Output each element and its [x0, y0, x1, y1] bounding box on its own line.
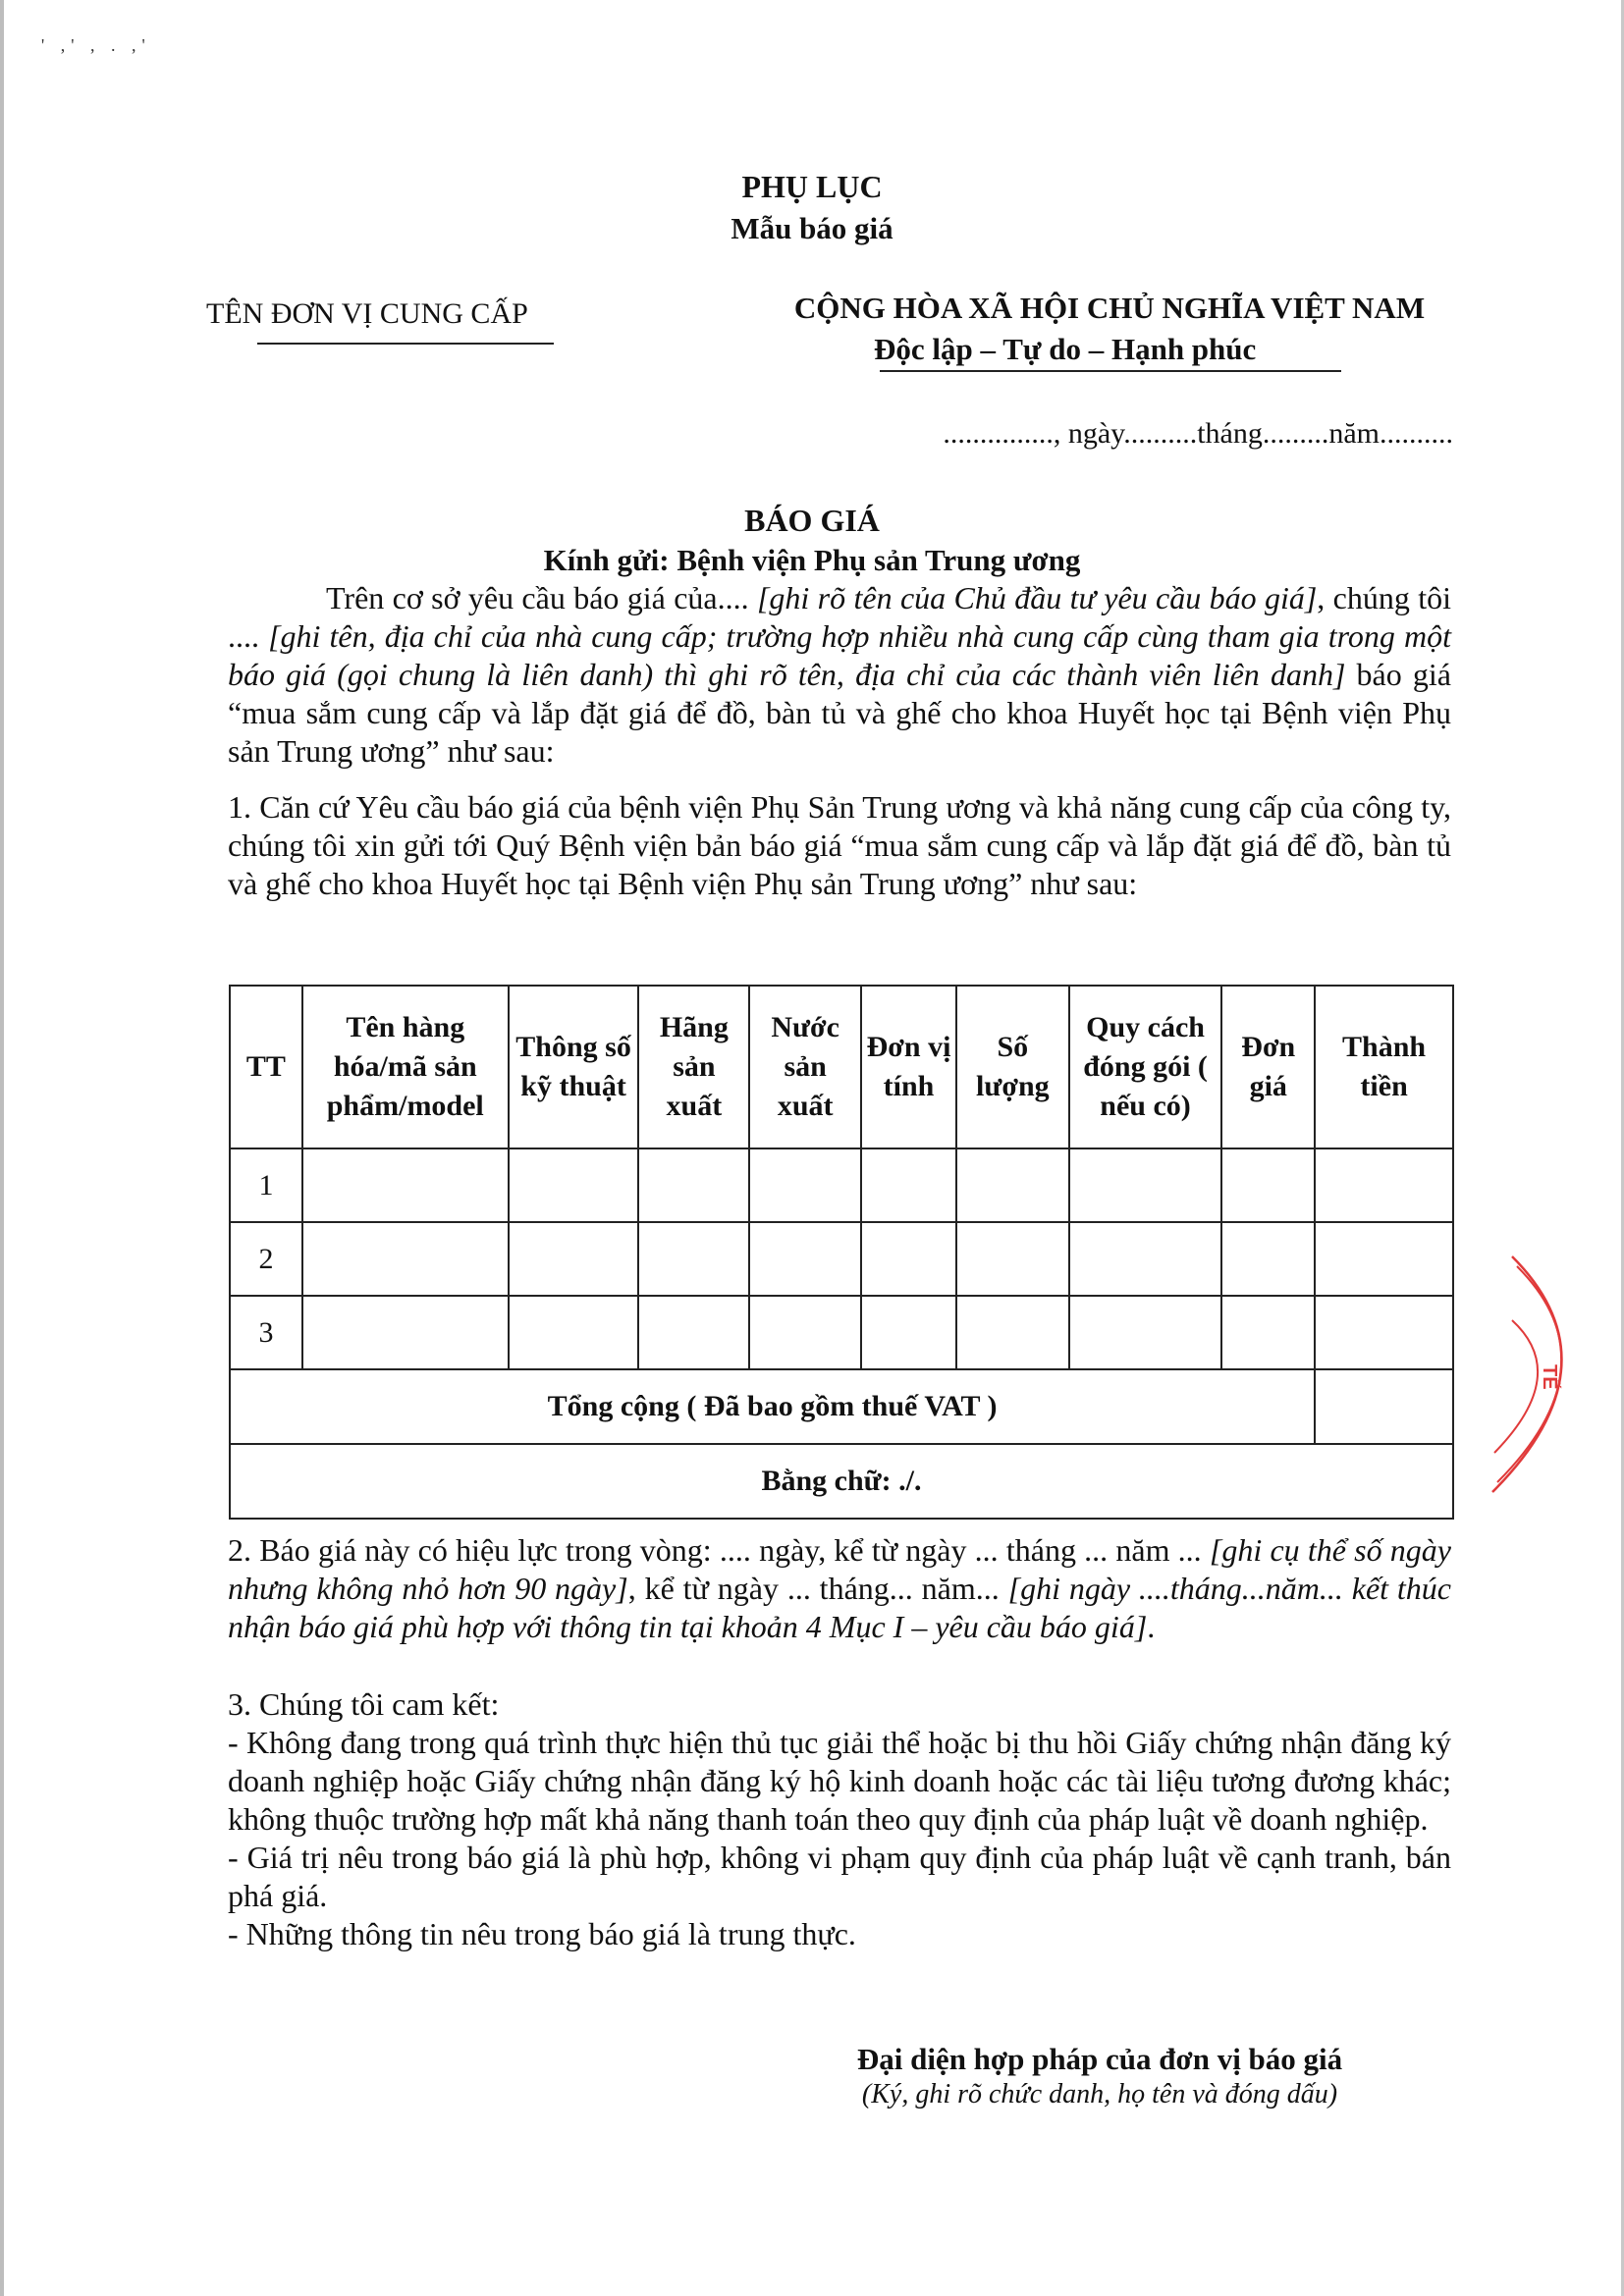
cell-product-name[interactable] [302, 1148, 509, 1222]
cell-product-name[interactable] [302, 1296, 509, 1369]
intro-paragraph [228, 579, 1451, 771]
col-header-specs: Thông số kỹ thuật [509, 986, 639, 1148]
commitment-item: - Giá trị nêu trong báo giá là phù hợp, không vi phạm quy định của pháp luật về cạnh tranh, bán phá giá. [228, 1840, 1451, 1913]
cell-unit[interactable] [861, 1148, 956, 1222]
in-words-label: Bằng chữ: ./. [230, 1444, 1453, 1519]
cell-quantity[interactable] [956, 1222, 1069, 1296]
cell-specs[interactable] [509, 1222, 639, 1296]
col-header-tt: TT [230, 986, 302, 1148]
commitment-item: - Không đang trong quá trình thực hiện thủ tục giải thể hoặc bị thu hồi Giấy chứng nhận đăng ký doanh nghiệp hoặc Giấy chứng nhận đăng ký hộ kinh doanh hoặc các tài liệu tương đương khác; không thuộc trường hợp mất khả năng thanh toán theo quy định của pháp luật về doanh nghiệp. [228, 1725, 1451, 1837]
in-words-row [230, 1444, 1453, 1519]
scan-marks: ' ,' , . ,' [41, 35, 151, 55]
item-3-heading: 3. Chúng tôi cam kết: [228, 1686, 500, 1722]
col-header-unit: Đơn vị tính [861, 986, 956, 1148]
stamp-text: TẾ [1539, 1364, 1560, 1390]
quote-table [229, 985, 1454, 1520]
nation-title: CỘNG HÒA XÃ HỘI CHỦ NGHĨA VIỆT NAM [793, 291, 1426, 325]
supplier-name-label: TÊN ĐƠN VỊ CUNG CẤP [206, 297, 528, 330]
cell-manufacturer[interactable] [638, 1296, 749, 1369]
cell-unit-price[interactable] [1221, 1222, 1315, 1296]
signature-note: (Ký, ghi rõ chức danh, họ tên và đóng dấu) [861, 2079, 1338, 2109]
cell-quantity[interactable] [956, 1296, 1069, 1369]
cell-amount[interactable] [1315, 1296, 1453, 1369]
cell-unit-price[interactable] [1221, 1296, 1315, 1369]
quote-title: BÁO GIÁ [744, 503, 880, 538]
row-number: 2 [230, 1222, 302, 1296]
item-2-paragraph [228, 1531, 1451, 1646]
col-header-quantity: Số lượng [956, 986, 1069, 1148]
signature-title: Đại diện hợp pháp của đơn vị báo giá [856, 2042, 1343, 2076]
item-2-text-2: , kể từ ngày ... tháng... năm... [627, 1571, 1008, 1606]
intro-placeholder-supplier: [ghi tên, địa chỉ của nhà cung cấp; trường hợp nhiều nhà cung cấp cùng tham gia trong một báo giá (gọi chung là liên danh) thì ghi rõ tên, địa chỉ của các thành viên liên danh] [228, 618, 1452, 692]
row-number: 1 [230, 1148, 302, 1222]
table-header-row [230, 986, 1453, 1148]
scan-left-edge [0, 0, 4, 2296]
cell-amount[interactable] [1315, 1222, 1453, 1296]
commitment-item: - Những thông tin nêu trong báo giá là trung thực. [228, 1916, 856, 1951]
item-2-placeholder-days: [ghi cụ thể số ngày nhưng không nhỏ hơn 90 ngày] [228, 1532, 1452, 1606]
cell-manufacturer[interactable] [638, 1222, 749, 1296]
cell-country[interactable] [749, 1296, 861, 1369]
red-stamp-fragment [1473, 1227, 1624, 1502]
cell-specs[interactable] [509, 1148, 639, 1222]
supplier-underline [257, 343, 554, 345]
table-row [230, 1222, 1453, 1296]
appendix-subtitle: Mẫu báo giá [731, 211, 893, 245]
recipient-line: Kính gửi: Bệnh viện Phụ sản Trung ương [543, 543, 1081, 577]
appendix-title: PHỤ LỤC [741, 169, 883, 204]
col-header-amount: Thành tiền [1315, 986, 1453, 1148]
cell-product-name[interactable] [302, 1222, 509, 1296]
total-row [230, 1369, 1453, 1444]
motto-underline [880, 370, 1341, 372]
cell-manufacturer[interactable] [638, 1148, 749, 1222]
item-1-paragraph: 1. Căn cứ Yêu cầu báo giá của bệnh viện Phụ Sản Trung ương và khả năng cung cấp của công ty, chúng tôi xin gửi tới Quý Bệnh viện bản báo giá “mua sắm cung cấp và lắp đặt giá để đồ, bàn tủ và ghế cho khoa Huyết học tại Bệnh viện Phụ sản Trung ương” như sau: [228, 789, 1451, 901]
cell-amount[interactable] [1315, 1148, 1453, 1222]
col-header-product-name: Tên hàng hóa/mã sản phẩm/model [302, 986, 509, 1148]
cell-country[interactable] [749, 1148, 861, 1222]
row-number: 3 [230, 1296, 302, 1369]
cell-packaging[interactable] [1069, 1222, 1222, 1296]
cell-specs[interactable] [509, 1296, 639, 1369]
intro-text-3: báo giá “mua sắm cung cấp và lắp đặt giá để đồ, bàn tủ và ghế cho khoa Huyết học tại Bệnh viện Phụ sản Trung ương” như sau: [228, 657, 1452, 769]
intro-placeholder-investor: [ghi rõ tên của Chủ đầu tư yêu cầu báo giá] [756, 580, 1318, 615]
item-2-placeholder-date: [ghi ngày ....tháng...năm... kết thúc nhận báo giá phù hợp với thông tin tại khoản 4 Mục I – yêu cầu báo giá] [228, 1571, 1452, 1644]
intro-text-2: , chúng tôi .... [228, 580, 1451, 654]
date-line: ..............., ngày..........tháng.........năm.......... [943, 417, 1453, 450]
col-header-manufacturer: Hãng sản xuất [638, 986, 749, 1148]
cell-unit[interactable] [861, 1296, 956, 1369]
total-amount-cell[interactable] [1315, 1369, 1453, 1444]
total-label: Tổng cộng ( Đã bao gồm thuế VAT ) [230, 1369, 1315, 1444]
table-row [230, 1296, 1453, 1369]
item-2-text-1: 2. Báo giá này có hiệu lực trong vòng: .... ngày, kể từ ngày ... tháng ... năm ... [228, 1532, 1210, 1568]
cell-packaging[interactable] [1069, 1148, 1222, 1222]
item-2-text-3: . [1147, 1609, 1156, 1644]
col-header-country: Nước sản xuất [749, 986, 861, 1148]
item-3-section [228, 1685, 1451, 1953]
cell-country[interactable] [749, 1222, 861, 1296]
cell-packaging[interactable] [1069, 1296, 1222, 1369]
stamp-inner-ring [1494, 1320, 1538, 1453]
national-motto: Độc lập – Tự do – Hạnh phúc [874, 332, 1257, 366]
table-row [230, 1148, 1453, 1222]
col-header-unit-price: Đơn giá [1221, 986, 1315, 1148]
cell-unit[interactable] [861, 1222, 956, 1296]
cell-quantity[interactable] [956, 1148, 1069, 1222]
intro-text-1: Trên cơ sở yêu cầu báo giá của.... [326, 580, 757, 615]
cell-unit-price[interactable] [1221, 1148, 1315, 1222]
col-header-packaging: Quy cách đóng gói ( nếu có) [1069, 986, 1222, 1148]
